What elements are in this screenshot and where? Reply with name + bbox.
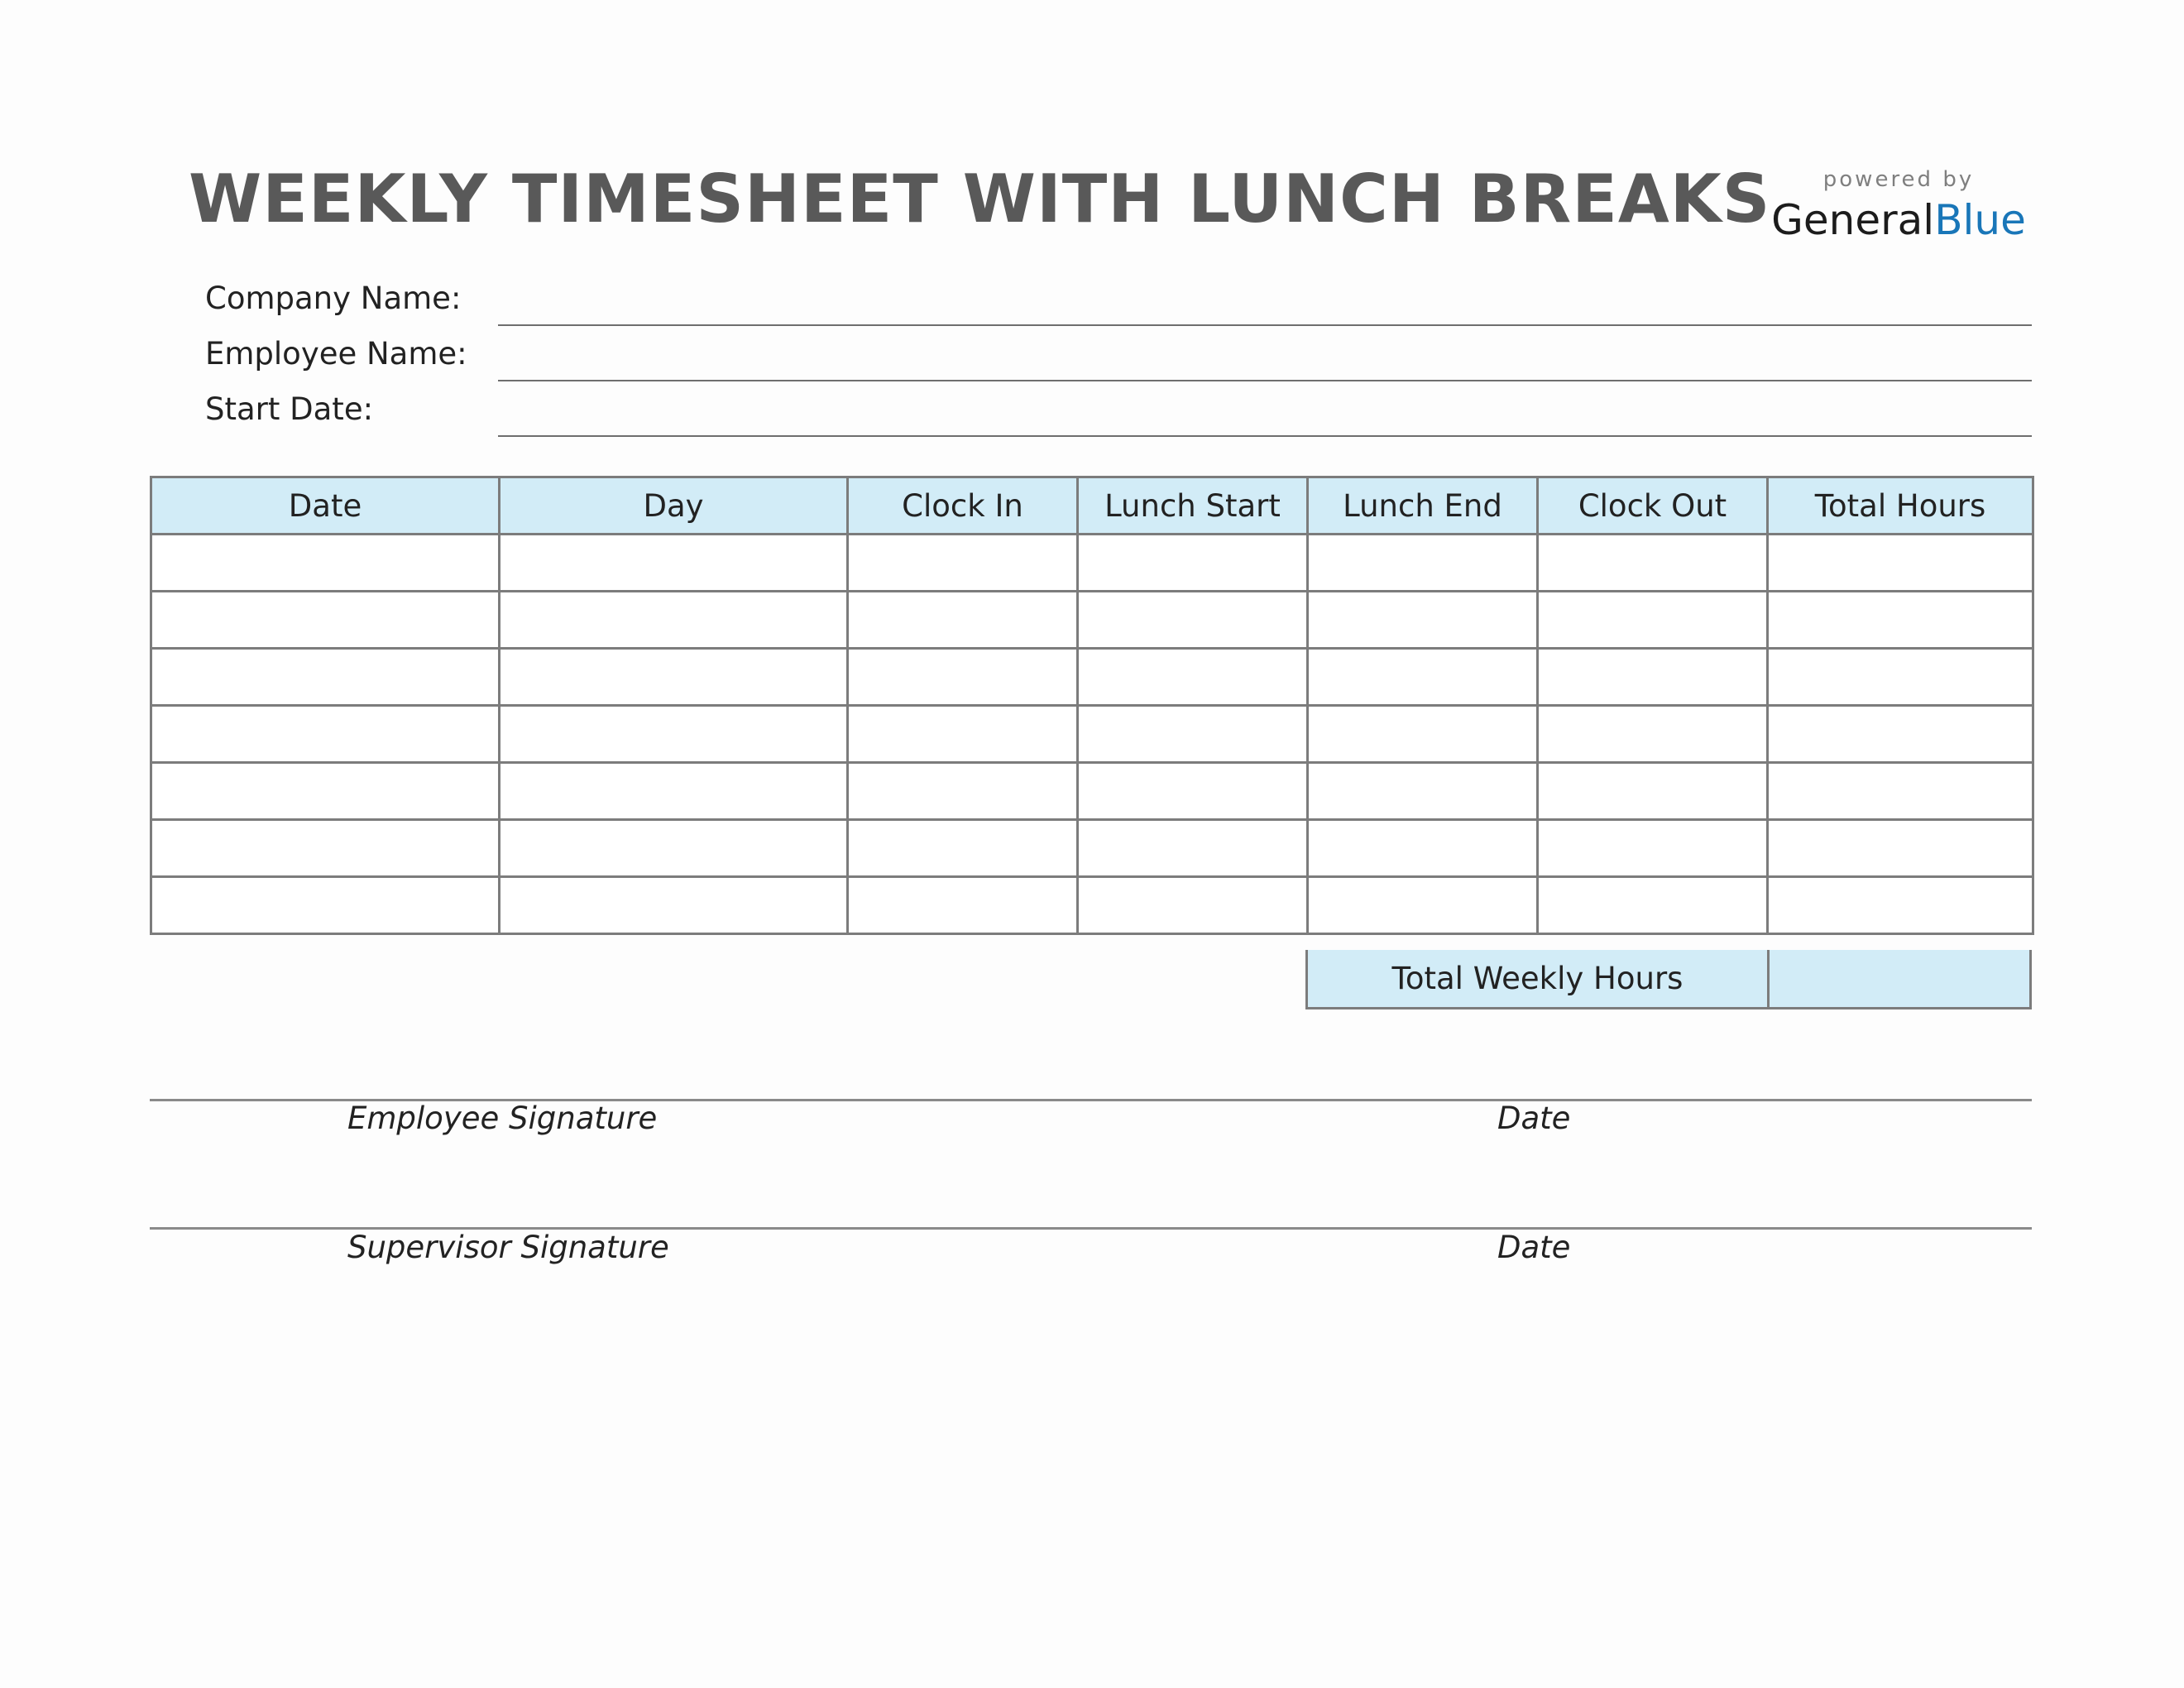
cell-day[interactable] bbox=[500, 763, 848, 820]
cell-clock-in[interactable] bbox=[848, 535, 1078, 592]
cell-lunch-start[interactable] bbox=[1078, 535, 1308, 592]
company-name-row bbox=[205, 271, 2032, 326]
cell-date[interactable] bbox=[151, 535, 500, 592]
total-weekly-hours-value[interactable] bbox=[1770, 950, 2029, 1007]
cell-clock-in[interactable] bbox=[848, 706, 1078, 763]
cell-date[interactable] bbox=[151, 763, 500, 820]
table-row bbox=[151, 763, 2033, 820]
cell-lunch-start[interactable] bbox=[1078, 763, 1308, 820]
cell-total-hours[interactable] bbox=[1768, 592, 2033, 649]
employee-signature-date-label: Date bbox=[1497, 1101, 1571, 1136]
powered-by-text: powered by bbox=[1822, 167, 1975, 192]
total-weekly-hours-row bbox=[1305, 950, 2032, 1009]
table-row bbox=[151, 535, 2033, 592]
cell-clock-in[interactable] bbox=[848, 877, 1078, 934]
start-date-field[interactable] bbox=[498, 402, 2032, 437]
cell-clock-in[interactable] bbox=[848, 592, 1078, 649]
table-row bbox=[151, 820, 2033, 877]
cell-clock-out[interactable] bbox=[1538, 706, 1768, 763]
cell-lunch-start[interactable] bbox=[1078, 706, 1308, 763]
cell-date[interactable] bbox=[151, 820, 500, 877]
cell-clock-out[interactable] bbox=[1538, 592, 1768, 649]
column-header-lunch-start: Lunch Start bbox=[1078, 477, 1308, 535]
cell-date[interactable] bbox=[151, 649, 500, 706]
employee-signature-label: Employee Signature bbox=[347, 1101, 658, 1136]
cell-lunch-end[interactable] bbox=[1308, 706, 1538, 763]
cell-total-hours[interactable] bbox=[1768, 535, 2033, 592]
cell-total-hours[interactable] bbox=[1768, 649, 2033, 706]
column-header-clock-out: Clock Out bbox=[1538, 477, 1768, 535]
column-header-clock-in: Clock In bbox=[848, 477, 1078, 535]
cell-clock-out[interactable] bbox=[1538, 763, 1768, 820]
table-row bbox=[151, 706, 2033, 763]
cell-day[interactable] bbox=[500, 535, 848, 592]
cell-day[interactable] bbox=[500, 592, 848, 649]
column-header-total-hours: Total Hours bbox=[1768, 477, 2033, 535]
total-weekly-hours-label: Total Weekly Hours bbox=[1308, 950, 1770, 1007]
cell-clock-in[interactable] bbox=[848, 649, 1078, 706]
cell-total-hours[interactable] bbox=[1768, 820, 2033, 877]
cell-total-hours[interactable] bbox=[1768, 877, 2033, 934]
cell-date[interactable] bbox=[151, 592, 500, 649]
table-row bbox=[151, 877, 2033, 934]
column-header-date: Date bbox=[151, 477, 500, 535]
cell-lunch-end[interactable] bbox=[1308, 649, 1538, 706]
cell-clock-out[interactable] bbox=[1538, 820, 1768, 877]
table-row bbox=[151, 649, 2033, 706]
cell-date[interactable] bbox=[151, 877, 500, 934]
cell-date[interactable] bbox=[151, 706, 500, 763]
cell-clock-out[interactable] bbox=[1538, 877, 1768, 934]
brand-name-blue: Blue bbox=[1934, 196, 2026, 244]
cell-clock-out[interactable] bbox=[1538, 649, 1768, 706]
supervisor-signature-date-label: Date bbox=[1497, 1230, 1571, 1265]
cell-day[interactable] bbox=[500, 706, 848, 763]
cell-clock-out[interactable] bbox=[1538, 535, 1768, 592]
start-date-label: Start Date: bbox=[205, 391, 374, 427]
table-row bbox=[151, 592, 2033, 649]
start-date-row bbox=[205, 382, 2032, 437]
company-name-label: Company Name: bbox=[205, 281, 462, 316]
cell-day[interactable] bbox=[500, 877, 848, 934]
brand-logo bbox=[1762, 165, 2035, 247]
cell-lunch-end[interactable] bbox=[1308, 763, 1538, 820]
cell-clock-in[interactable] bbox=[848, 820, 1078, 877]
cell-lunch-end[interactable] bbox=[1308, 820, 1538, 877]
page-title: WEEKLY TIMESHEET WITH LUNCH BREAKS bbox=[189, 161, 1771, 237]
table-header-row bbox=[151, 477, 2033, 535]
cell-lunch-start[interactable] bbox=[1078, 649, 1308, 706]
employee-name-row bbox=[205, 327, 2032, 381]
company-name-field[interactable] bbox=[498, 291, 2032, 326]
cell-lunch-start[interactable] bbox=[1078, 877, 1308, 934]
brand-name bbox=[1762, 194, 2035, 247]
supervisor-signature-label: Supervisor Signature bbox=[347, 1230, 669, 1265]
timesheet-table bbox=[150, 476, 2034, 935]
cell-lunch-end[interactable] bbox=[1308, 592, 1538, 649]
cell-lunch-end[interactable] bbox=[1308, 535, 1538, 592]
column-header-day: Day bbox=[500, 477, 848, 535]
cell-lunch-end[interactable] bbox=[1308, 877, 1538, 934]
cell-total-hours[interactable] bbox=[1768, 706, 2033, 763]
cell-lunch-start[interactable] bbox=[1078, 820, 1308, 877]
cell-day[interactable] bbox=[500, 649, 848, 706]
cell-day[interactable] bbox=[500, 820, 848, 877]
cell-clock-in[interactable] bbox=[848, 763, 1078, 820]
column-header-lunch-end: Lunch End bbox=[1308, 477, 1538, 535]
brand-name-general: General bbox=[1771, 196, 1935, 244]
cell-total-hours[interactable] bbox=[1768, 763, 2033, 820]
employee-name-field[interactable] bbox=[498, 347, 2032, 381]
cell-lunch-start[interactable] bbox=[1078, 592, 1308, 649]
employee-name-label: Employee Name: bbox=[205, 336, 467, 372]
